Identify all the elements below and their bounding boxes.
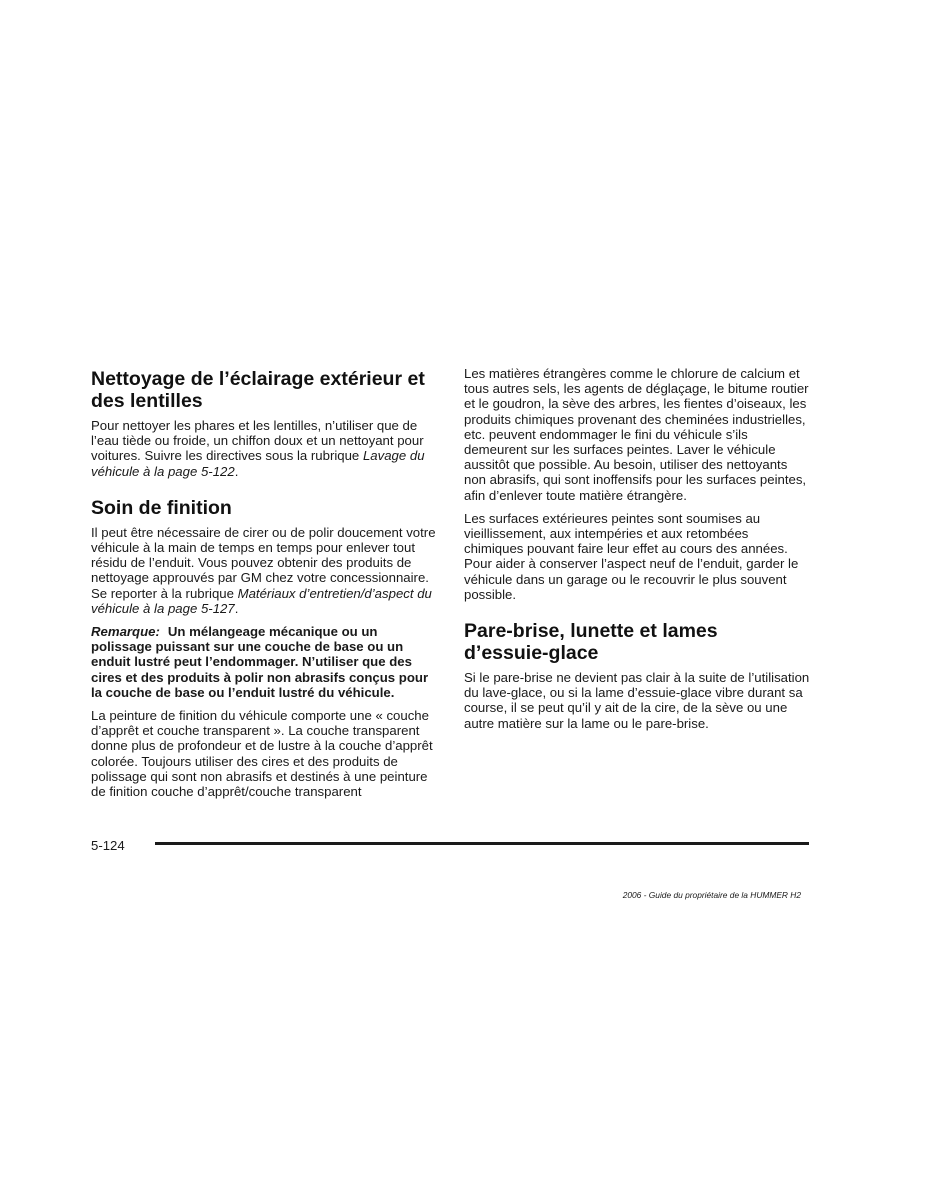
- right-column: [464, 366, 810, 739]
- left-column: [91, 366, 437, 807]
- paragraph-foreign-materials: Les matières étrangères comme le chlorure de calcium et tous autres sels, les agents de déglaçage, le bitume routier et le goudron, la sève des arbres, les fientes d’oiseaux, les produits chimiques provenant des cheminées industrielles, etc. peuvent endommager le fini du véhicule s’ils demeurent sur les surfaces peintes. Laver le véhicule aussitôt que possible. Au besoin, utiliser des nettoyants non abrasifs, qui sont inoffensifs pour les surfaces peintes, afin d’enlever toute matière étrangère.: [464, 366, 809, 503]
- paragraph-finish-care: Il peut être nécessaire de cirer ou de polir doucement votre véhicule à la main de temps en temps pour enlever tout résidu de l’enduit. Vous pouvez obtenir des produits de nettoyage approuvés par GM chez votre concessionnaire. Se reporter à la rubrique Matériaux d’entretien/d’aspect du véhicule à la page 5-127.: [91, 524, 436, 616]
- paragraph-exterior-lamps: Pour nettoyer les phares et les lentilles, n’utiliser que de l’eau tiède ou froide, un chiffon doux et un nettoyant pour voitures. Suivre les directives sous la rubrique Lavage du véhicule à la page 5-122.: [91, 418, 425, 479]
- heading-finish-care: Soin de finition: [91, 496, 232, 519]
- link-washing-vehicle: Lavage du véhicule à la page 5-122: [91, 448, 425, 479]
- notice-label: Remarque:: [91, 624, 160, 640]
- heading-exterior-lamps: Nettoyage de l’éclairage extérieur et des lentilles: [91, 368, 425, 412]
- paragraph-basecoat: La peinture de finition du véhicule comporte une « couche d’apprêt et couche transparent ». La couche transparent donne plus de profondeur et de lustre à la couche d’apprêt colorée. Toujours utiliser des cires et des produits de polissage qui sont non abrasifs et destinés à une peinture de finition couche d’apprêt/couche transparent: [91, 708, 433, 800]
- heading-windshield: Pare-brise, lunette et lames d’essuie-glace: [464, 620, 718, 665]
- paragraph-aging: Les surfaces extérieures peintes sont soumises au vieillissement, aux intempéries et aux retombées chimiques pouvant faire leur effet au cours des années. Pour aider à conserver l’aspect neuf de l’enduit, garder le véhicule dans un garage ou le recouvrir le plus souvent possible.: [464, 510, 799, 602]
- page-number: 5-124: [91, 838, 125, 853]
- notice-text: Un mélangeage mécanique ou un polissage puissant sur une couche de base ou un enduit lustré peut l’endommager. N’utiliser que des cires et des produits à polir non abrasifs conçus pour la couche de base ou l’enduit lustré du véhicule.: [91, 624, 429, 700]
- link-care-materials: Matériaux d’entretien/d’aspect du véhicule à la page 5-127: [91, 585, 432, 616]
- footer-rule: [155, 842, 809, 845]
- paragraph-windshield: Si le pare-brise ne devient pas clair à la suite de l’utilisation du lave-glace, ou si la lame d’essuie-glace vibre durant sa course, il se peut qu’il y ait de la cire, de la sève ou une autre matière sur la lame ou le pare-brise.: [464, 670, 810, 731]
- notice-block: [91, 624, 437, 700]
- footer-title: 2006 - Guide du propriétaire de la HUMMER H2: [622, 890, 801, 900]
